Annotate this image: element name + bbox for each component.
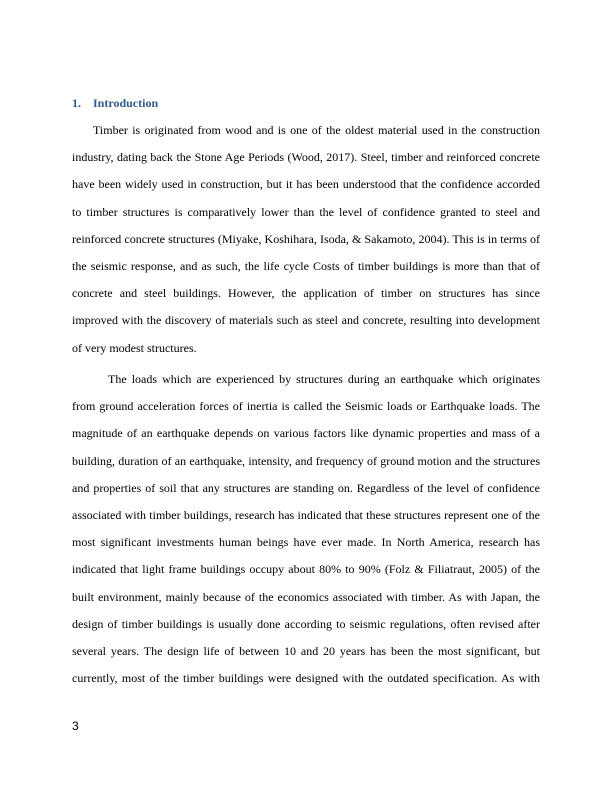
paragraph-line: of very modest structures. (72, 340, 197, 355)
paragraph-line: the seismic response, and as such, the life cycle Costs of timber buildings is more than that of (72, 258, 540, 273)
paragraph-1 (72, 117, 540, 362)
paragraph-line: Timber is originated from wood and is one of the oldest material used in the construction (93, 123, 540, 137)
section-number: 1. (72, 96, 81, 110)
paragraph-line: industry, dating back the Stone Age Periods (Wood, 2017). Steel, timber and reinforced concrete (72, 150, 540, 165)
paragraph-line: The loads which are experienced by structures during an earthquake which originates (108, 372, 540, 386)
paragraph-line: and properties of soil that any structures are standing on. Regardless of the level of confidence (72, 480, 540, 495)
paragraph-line: to timber structures is comparatively lower than the level of confidence granted to steel and (72, 204, 540, 219)
paragraph-line: indicated that light frame buildings occupy about 80% to 90% (Folz & Filiatraut, 2005) of the (72, 562, 540, 577)
paragraph-line: currently, most of the timber buildings were designed with the outdated specification. As with (72, 671, 540, 686)
section-heading (72, 96, 158, 111)
page-number: 3 (72, 719, 79, 733)
paragraph-line: built environment, mainly because of the economics associated with timber. As with Japan, the (72, 589, 540, 604)
section-title: Introduction (93, 96, 159, 110)
paragraph-line: design of timber buildings is usually done according to seismic regulations, often revised after (72, 616, 540, 631)
paragraph-line: have been widely used in construction, but it has been understood that the confidence accorded (72, 177, 540, 192)
paragraph-line: associated with timber buildings, research has indicated that these structures represent one of the (72, 507, 540, 522)
paragraph-line: reinforced concrete structures (Miyake, Koshihara, Isoda, & Sakamoto, 2004). This is in terms of (72, 231, 540, 246)
paragraph-2 (72, 366, 540, 692)
paragraph-line: several years. The design life of between 10 and 20 years has been the most significant, but (72, 643, 540, 658)
paragraph-line: improved with the discovery of materials such as steel and concrete, resulting into development (72, 313, 540, 328)
paragraph-line: from ground acceleration forces of inertia is called the Seismic loads or Earthquake loads. The (72, 399, 540, 414)
paragraph-line: most significant investments human beings have ever made. In North America, research has (72, 535, 540, 550)
paragraph-line: magnitude of an earthquake depends on various factors like dynamic properties and mass of a (72, 426, 540, 441)
paragraph-line: building, duration of an earthquake, intensity, and frequency of ground motion and the structures (72, 453, 540, 468)
paragraph-line: concrete and steel buildings. However, the application of timber on structures has since (72, 286, 540, 301)
